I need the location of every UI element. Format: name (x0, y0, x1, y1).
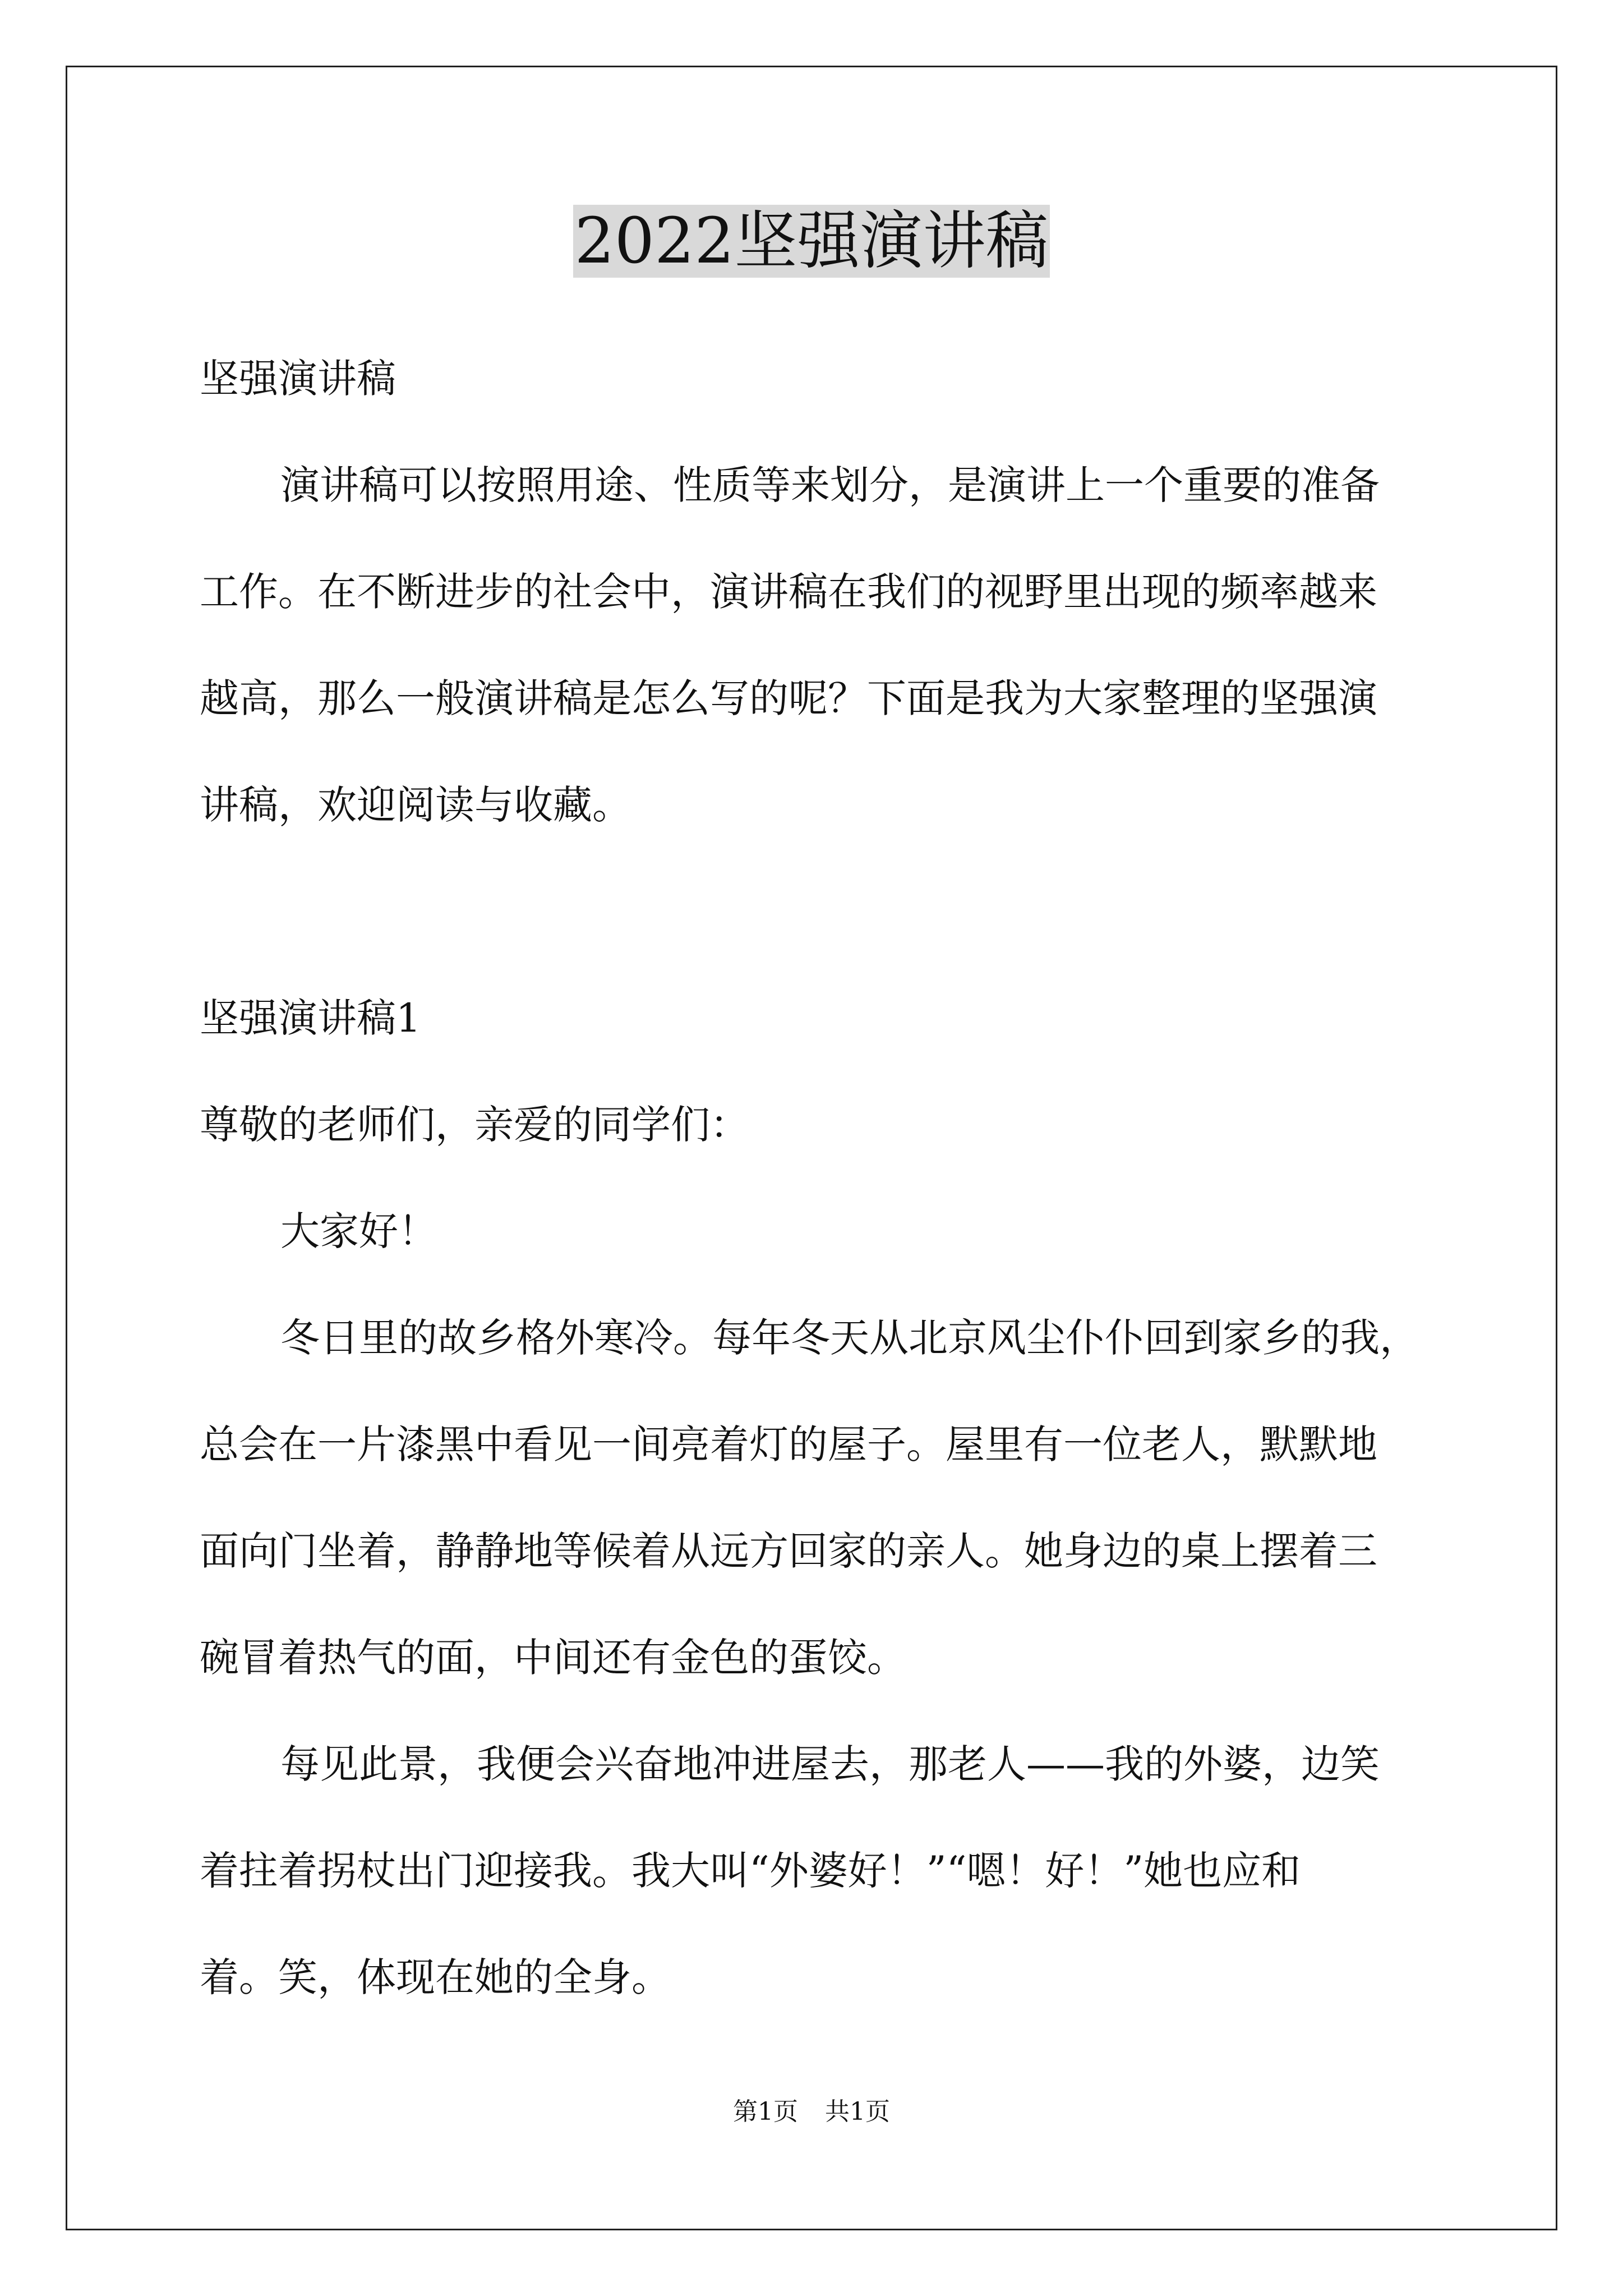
document-title (0, 202, 1623, 280)
paragraph-line: 着拄着拐杖出门迎接我。我大叫“外婆好！”“嗯！好！”她也应和 (200, 1848, 1301, 1894)
intro-line: 越高，那么一般演讲稿是怎么写的呢？下面是我为大家整理的坚强演 (200, 675, 1377, 721)
paragraph-line: 碗冒着热气的面，中间还有金色的蛋饺。 (200, 1635, 906, 1681)
paragraph-line: 面向门坐着，静静地等候着从远方回家的亲人。她身边的桌上摆着三 (200, 1528, 1377, 1574)
intro-line: 讲稿，欢迎阅读与收藏。 (200, 782, 631, 828)
intro-line: 演讲稿可以按照用途、性质等来划分，是演讲上一个重要的准备 (280, 462, 1380, 508)
greeting: 大家好！ (280, 1208, 437, 1254)
section-heading: 坚强演讲稿1 (200, 995, 421, 1041)
intro-line: 工作。在不断进步的社会中，演讲稿在我们的视野里出现的频率越来 (200, 569, 1377, 615)
page-current: 第1页 (733, 2097, 798, 2126)
subheading: 坚强演讲稿 (200, 356, 396, 402)
page-total: 共1页 (825, 2097, 890, 2126)
paragraph-line: 每见此景，我便会兴奋地冲进屋去，那老人——我的外婆，边笑 (280, 1741, 1380, 1787)
paragraph-line: 冬日里的故乡格外寒冷。每年冬天从北京风尘仆仆回到家乡的我， (280, 1315, 1419, 1361)
paragraph-line: 着。笑，体现在她的全身。 (200, 1954, 671, 2000)
document-title-text: 2022坚强演讲稿 (574, 205, 1049, 278)
salutation: 尊敬的老师们，亲爱的同学们： (200, 1102, 749, 1148)
paragraph-line: 总会在一片漆黑中看见一间亮着灯的屋子。屋里有一位老人，默默地 (200, 1421, 1377, 1467)
page-footer (0, 2095, 1623, 2129)
